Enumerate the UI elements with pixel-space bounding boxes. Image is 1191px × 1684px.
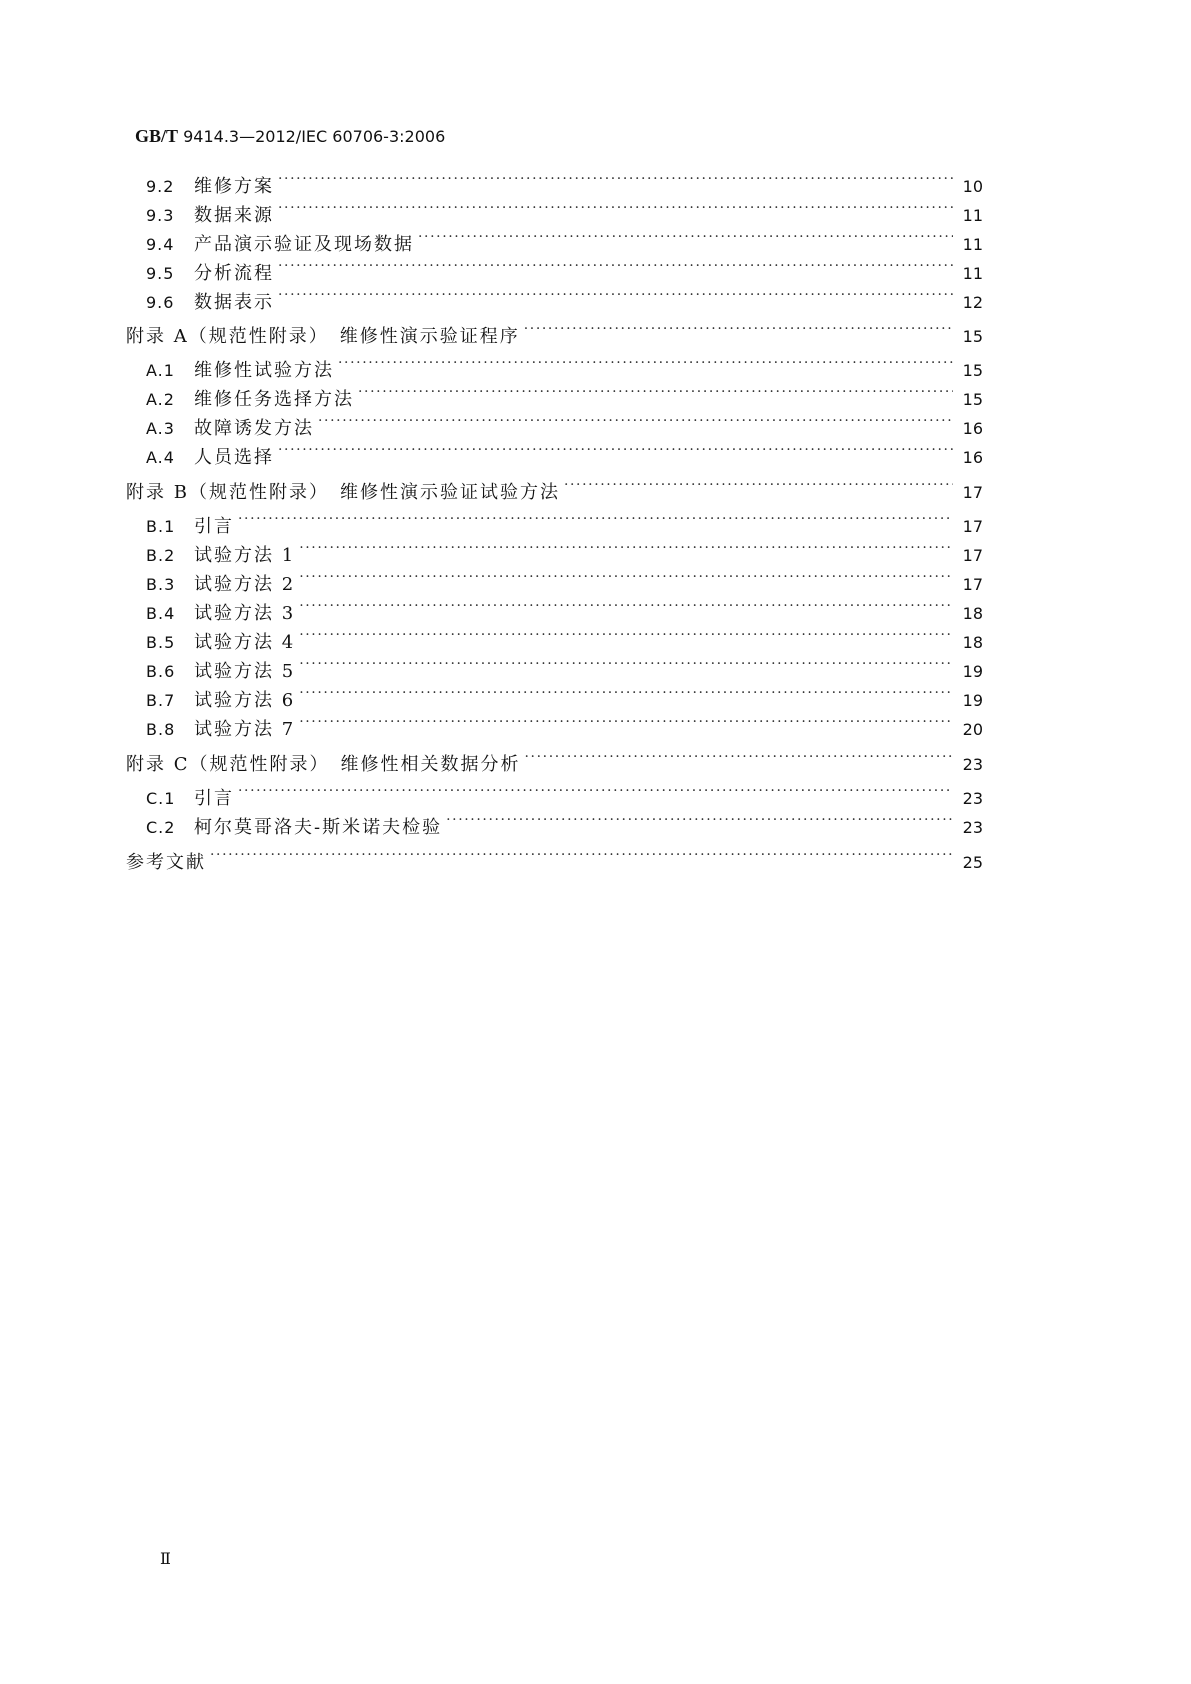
toc-entry-page: 11 xyxy=(962,206,983,225)
toc-entry-title: 数据来源 xyxy=(194,205,274,226)
toc-chapter-entry[interactable] xyxy=(126,472,983,503)
toc-entry-number: 9.4 xyxy=(146,235,175,254)
toc-entry-title: 附录 A（规范性附录） 维修性演示验证程序 xyxy=(126,326,520,347)
toc-chapter-entry[interactable] xyxy=(126,316,983,347)
toc-entry-page: 17 xyxy=(962,517,983,536)
toc-entry-number: 9.3 xyxy=(146,206,175,225)
toc-entry-title: 试验方法 2 xyxy=(194,574,296,595)
toc-entry-number: B.8 xyxy=(146,720,176,739)
toc-entry-page: 17 xyxy=(962,575,983,594)
toc-entry-number: B.1 xyxy=(146,517,176,536)
toc-entry-number: B.5 xyxy=(146,633,176,652)
toc-entry-title: 人员选择 xyxy=(194,447,274,468)
toc-entry-number: C.1 xyxy=(146,789,176,808)
toc-entry-title: 数据表示 xyxy=(194,292,274,313)
toc-entry[interactable] xyxy=(146,535,983,566)
toc-entry-page: 10 xyxy=(962,177,983,196)
toc-entry-title: 附录 C（规范性附录） 维修性相关数据分析 xyxy=(126,754,521,775)
toc-dot-leader xyxy=(238,506,953,532)
toc-entry-title: 参考文献 xyxy=(126,852,206,873)
toc-dot-leader xyxy=(299,535,953,561)
toc-dot-leader xyxy=(278,437,953,463)
toc-entry-page: 15 xyxy=(962,327,983,346)
toc-dot-leader xyxy=(299,709,953,735)
toc-entry-number: A.1 xyxy=(146,361,175,380)
toc-entry-page: 18 xyxy=(962,604,983,623)
toc-dot-leader xyxy=(278,166,953,192)
toc-entry-title: 分析流程 xyxy=(194,263,274,284)
standard-number: 9414.3—2012/IEC 60706-3:2006 xyxy=(178,127,446,146)
toc-entry-page: 12 xyxy=(962,293,983,312)
toc-dot-leader xyxy=(278,253,953,279)
toc-entry-title: 试验方法 7 xyxy=(194,719,296,740)
toc-entry-title: 试验方法 3 xyxy=(194,603,296,624)
toc-dot-leader xyxy=(564,472,953,498)
toc-dot-leader xyxy=(318,408,953,434)
toc-entry[interactable] xyxy=(146,651,983,682)
toc-entry-number: B.2 xyxy=(146,546,176,565)
toc-dot-leader xyxy=(446,807,953,833)
toc-entry-page: 20 xyxy=(962,720,983,739)
toc-entry-number: B.7 xyxy=(146,691,176,710)
toc-entry-page: 17 xyxy=(962,546,983,565)
toc-entry[interactable] xyxy=(146,680,983,711)
toc-entry-title: 引言 xyxy=(194,788,234,809)
toc-dot-leader xyxy=(238,778,953,804)
toc-dot-leader xyxy=(338,350,953,376)
toc-entry[interactable] xyxy=(146,778,983,809)
toc-entry-title: 试验方法 5 xyxy=(194,661,296,682)
toc-entry[interactable] xyxy=(146,408,983,439)
toc-entry-title: 试验方法 6 xyxy=(194,690,296,711)
toc-entry[interactable] xyxy=(146,224,983,255)
toc-entry[interactable] xyxy=(146,593,983,624)
toc-entry-number: 9.5 xyxy=(146,264,175,283)
toc-entry-title: 故障诱发方法 xyxy=(194,418,314,439)
toc-entry-title: 维修方案 xyxy=(194,176,274,197)
standard-code: GB/T xyxy=(135,126,179,146)
toc-dot-leader xyxy=(299,622,953,648)
toc-entry[interactable] xyxy=(146,506,983,537)
toc-entry-title: 产品演示验证及现场数据 xyxy=(194,234,414,255)
toc-dot-leader xyxy=(299,593,953,619)
toc-entry-title: 附录 B（规范性附录） 维修性演示验证试验方法 xyxy=(126,482,560,503)
toc-entry[interactable] xyxy=(146,282,983,313)
toc-entry[interactable] xyxy=(146,253,983,284)
toc-entry[interactable] xyxy=(146,807,983,838)
toc-entry-title: 引言 xyxy=(194,516,234,537)
toc-entry-page: 23 xyxy=(962,818,983,837)
toc-dot-leader xyxy=(278,282,953,308)
toc-entry-page: 15 xyxy=(962,390,983,409)
toc-dot-leader xyxy=(278,195,953,221)
toc-dot-leader xyxy=(210,842,953,868)
toc-entry-number: 9.2 xyxy=(146,177,175,196)
toc-entry-title: 试验方法 4 xyxy=(194,632,296,653)
toc-entry-page: 11 xyxy=(962,264,983,283)
toc-entry[interactable] xyxy=(146,379,983,410)
toc-entry[interactable] xyxy=(146,195,983,226)
toc-entry-page: 16 xyxy=(962,419,983,438)
toc-entry-page: 19 xyxy=(962,691,983,710)
toc-entry-number: 9.6 xyxy=(146,293,175,312)
toc-entry[interactable] xyxy=(146,622,983,653)
toc-entry-page: 17 xyxy=(962,483,983,502)
toc-dot-leader xyxy=(299,564,953,590)
toc-entry-title: 维修任务选择方法 xyxy=(194,389,354,410)
toc-entry[interactable] xyxy=(146,437,983,468)
toc-entry[interactable] xyxy=(146,166,983,197)
toc-entry[interactable] xyxy=(146,350,983,381)
toc-entry-number: B.6 xyxy=(146,662,176,681)
toc-entry-title: 试验方法 1 xyxy=(194,545,296,566)
toc-dot-leader xyxy=(525,744,954,770)
toc-entry-number: A.3 xyxy=(146,419,175,438)
toc-dot-leader xyxy=(299,680,953,706)
toc-chapter-entry[interactable] xyxy=(126,744,983,775)
toc-entry-page: 11 xyxy=(962,235,983,254)
toc-dot-leader xyxy=(524,316,953,342)
toc-entry-page: 15 xyxy=(962,361,983,380)
page-number: Ⅱ xyxy=(160,1549,171,1568)
toc-dot-leader xyxy=(418,224,953,250)
toc-entry-number: B.4 xyxy=(146,604,176,623)
toc-entry-title: 柯尔莫哥洛夫-斯米诺夫检验 xyxy=(194,817,443,838)
toc-entry-number: B.3 xyxy=(146,575,176,594)
toc-entry-page: 19 xyxy=(962,662,983,681)
toc-entry-page: 16 xyxy=(962,448,983,467)
toc-entry-number: A.2 xyxy=(146,390,175,409)
toc-entry-page: 23 xyxy=(962,789,983,808)
toc-entry-number: C.2 xyxy=(146,818,176,837)
toc-dot-leader xyxy=(299,651,953,677)
toc-entry-page: 23 xyxy=(962,755,983,774)
toc-entry-page: 18 xyxy=(962,633,983,652)
toc-chapter-entry[interactable] xyxy=(126,842,983,873)
toc-entry-page: 25 xyxy=(962,853,983,872)
toc-entry-title: 维修性试验方法 xyxy=(194,360,334,381)
toc-entry-number: A.4 xyxy=(146,448,175,467)
toc-entry[interactable] xyxy=(146,564,983,595)
toc-dot-leader xyxy=(358,379,953,405)
toc-entry[interactable] xyxy=(146,709,983,740)
